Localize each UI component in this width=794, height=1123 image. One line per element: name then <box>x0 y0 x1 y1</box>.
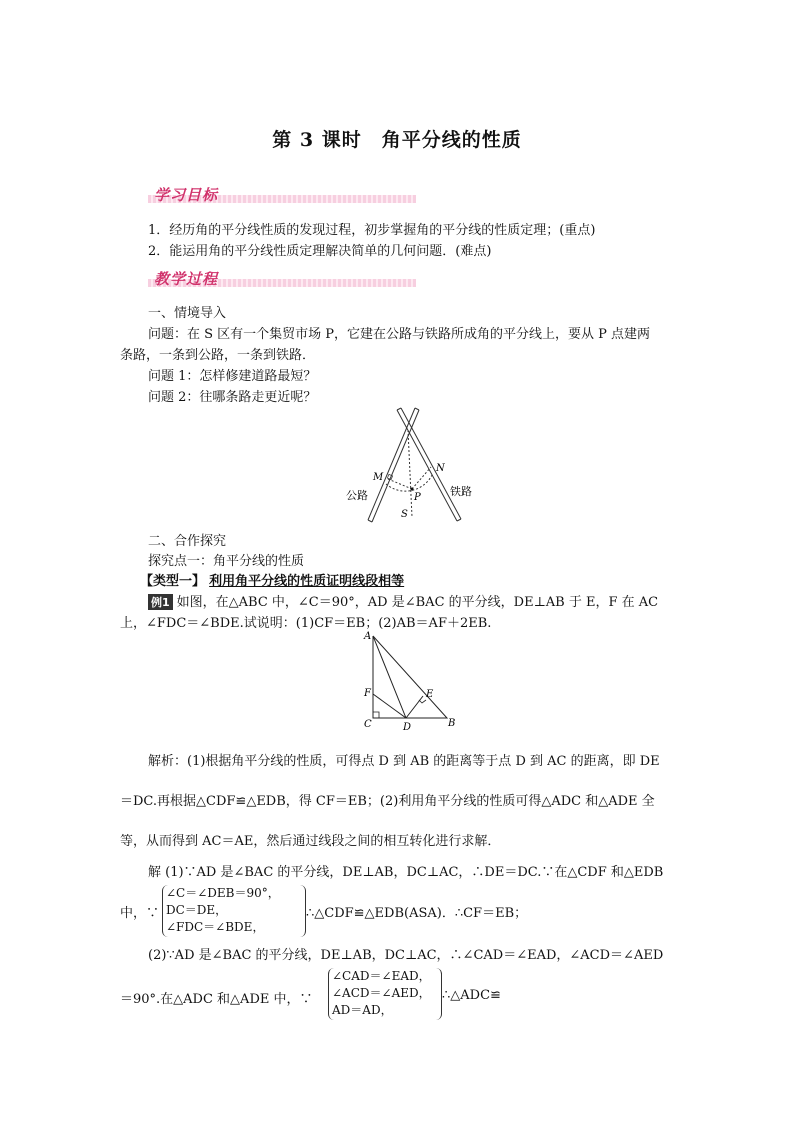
label-p: P <box>414 492 421 503</box>
arc-mark <box>386 473 433 491</box>
label-e: E <box>426 689 434 700</box>
analysis-text: 等，从而得到 AC＝AE，然后通过线段之间的相互转化进行求解． <box>120 834 501 849</box>
segment-de <box>406 696 423 718</box>
label-road: 公路 <box>346 489 368 502</box>
explore-point: 探究点一：角平分线的性质 <box>148 554 305 569</box>
condition: DC＝DE， <box>166 903 228 917</box>
condition: ∠C＝∠DEB＝90°， <box>166 886 280 900</box>
type-title: 利用角平分线的性质证明线段相等 <box>209 574 405 589</box>
solution-text: 解 (1)∵AD 是∠BAC 的平分线，DE⊥AB，DC⊥AC，∴DE＝DC.∵在△CDF 和△EDB <box>148 865 664 880</box>
solution-text: ∴△ADC≌ <box>442 988 501 1003</box>
page-title: 第 3 课时 角平分线的性质 <box>272 129 522 151</box>
label-a: A <box>364 631 372 642</box>
solution-text: 中，∵ <box>120 906 160 921</box>
brace-conditions-1 <box>162 885 306 937</box>
triangle-figure <box>360 630 465 730</box>
condition: ∠ACD＝∠AED， <box>332 986 431 1000</box>
label-b: B <box>448 718 456 729</box>
label-m: M <box>373 472 384 483</box>
section-heading-process <box>148 270 416 288</box>
type-tag: 【类型一】 <box>140 574 206 589</box>
label-rail: 铁路 <box>450 485 472 498</box>
point-p <box>411 488 414 491</box>
label-s: S <box>401 509 408 520</box>
right-angle-c <box>373 712 379 718</box>
condition: ∠CAD＝∠EAD， <box>332 969 431 983</box>
label-c: C <box>364 719 372 730</box>
solution-text: ∴△CDF≌△EDB(ASA)．∴CF＝EB； <box>306 906 528 921</box>
subheading: 一、情境导入 <box>148 306 227 321</box>
example-line <box>148 591 658 610</box>
problem-text: 问题：在 S 区有一个集贸市场 P，它建在公路与铁路所成角的平分线上，要从 P 点建两 <box>148 327 651 342</box>
road-railway-figure <box>330 405 480 525</box>
analysis-text: 解析：(1)根据角平分线的性质，可得点 D 到 AB 的距离等于点 D 到 AC 的距离，即 DE <box>148 754 660 769</box>
question-2: 问题 2：往哪条路走更近呢？ <box>148 390 317 405</box>
solution-text: ＝90°.在△ADC 和△ADE 中，∵ <box>120 992 313 1007</box>
condition: ∠FDC＝∠BDE， <box>166 920 265 934</box>
label-n: N <box>436 463 445 474</box>
solution-text: (2)∵AD 是∠BAC 的平分线，DE⊥AB，DC⊥AC，∴∠CAD＝∠EAD，∠ACD＝∠AED <box>148 948 664 963</box>
type-heading <box>140 570 404 589</box>
railway-line <box>397 408 461 521</box>
triangle-abc <box>373 636 447 718</box>
bisector-line <box>408 430 412 517</box>
label-f: F <box>364 688 371 699</box>
perpendicular-to-railway <box>412 467 431 489</box>
perpendicular-to-road <box>388 479 412 489</box>
example-badge: 例1 <box>148 594 173 610</box>
problem-text: 条路，一条到公路，一条到铁路． <box>120 348 316 363</box>
subheading: 二、合作探究 <box>148 534 227 549</box>
section-heading-text: 教学过程 <box>154 270 219 288</box>
brace-conditions-2 <box>328 968 442 1020</box>
question-1: 问题 1：怎样修建道路最短？ <box>148 369 317 384</box>
analysis-text: ＝DC.再根据△CDF≌△EDB，得 CF＝EB；(2)利用角平分线的性质可得△ADC 和△ADE 全 <box>120 794 655 809</box>
section-heading-text: 学习目标 <box>154 186 219 204</box>
goal-item: 1．经历角的平分线性质的发现过程，初步掌握角的平分线的性质定理；(重点) <box>148 223 596 238</box>
condition: AD＝AD， <box>332 1003 393 1017</box>
road-line <box>368 408 419 522</box>
label-d: D <box>403 722 412 730</box>
example-text: 上，∠FDC＝∠BDE.试说明：(1)CF＝EB；(2)AB＝AF＋2EB. <box>120 616 492 631</box>
example-text: 如图，在△ABC 中，∠C＝90°，AD 是∠BAC 的平分线，DE⊥AB 于 E，F 在 AC <box>176 595 659 610</box>
goal-item: 2．能运用角的平分线性质定理解决简单的几何问题．(难点) <box>148 244 492 259</box>
section-heading-goals <box>148 186 416 204</box>
